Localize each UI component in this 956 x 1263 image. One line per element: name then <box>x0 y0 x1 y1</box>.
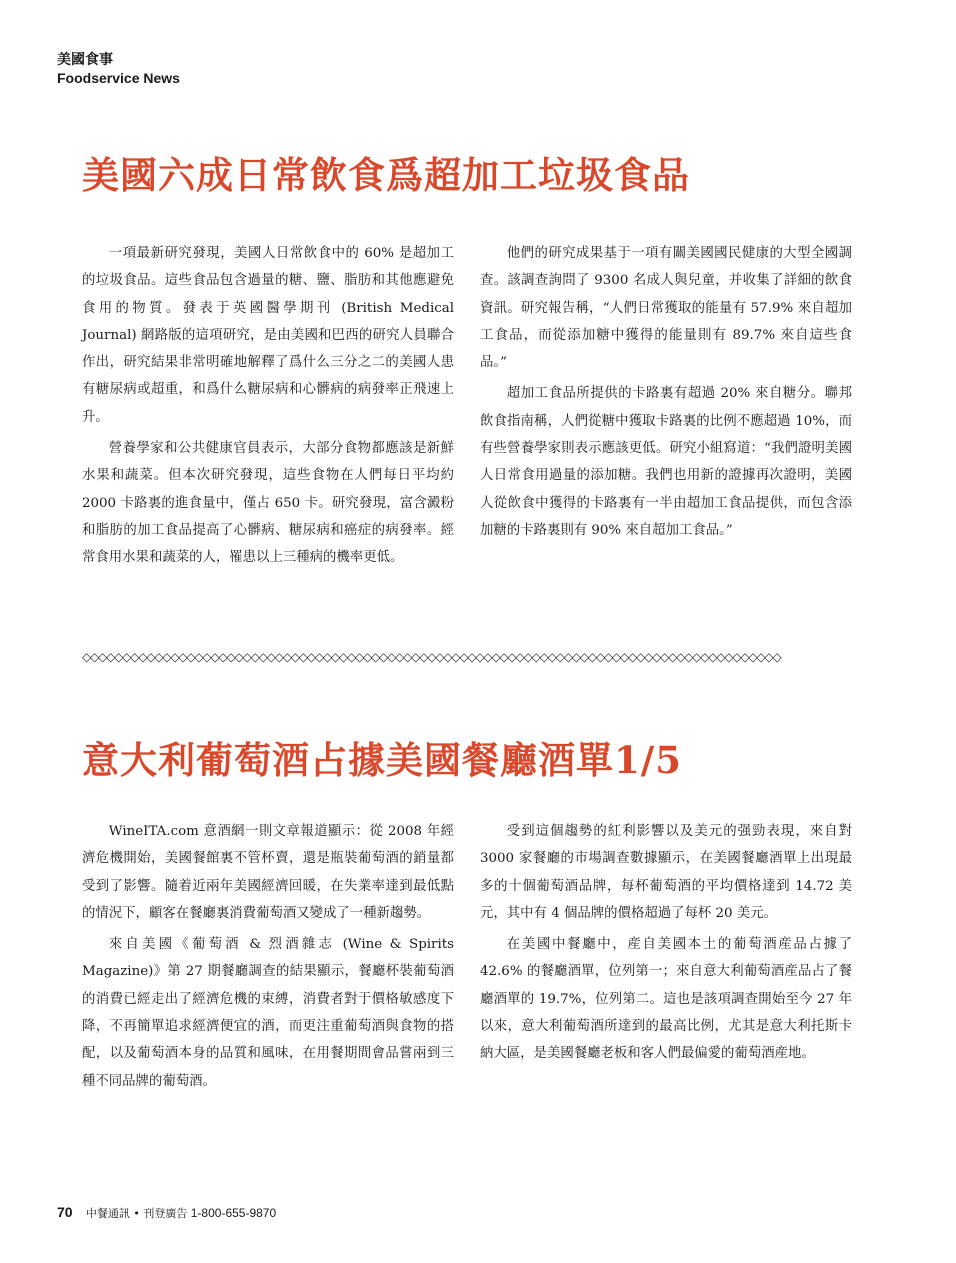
article-2-paragraph: WineITA.com 意酒網一則文章報道顯示：從 2008 年經濟危機開始，美國餐館裏不管杯賣，還是瓶裝葡萄酒的銷量都受到了影響。隨着近兩年美國經濟回暖，在失業率達到最低點的情況下，顧客在餐廳裏消費葡萄酒又變成了一種新趨勢。 <box>82 824 454 921</box>
phone-number: 1-800-655-9870 <box>190 1206 277 1220</box>
section-label-chinese: 美國食事 <box>57 52 113 68</box>
publication-name: 中餐通訊 • 刊登廣告 <box>85 1207 188 1220</box>
article-1-paragraph: 超加工食品所提供的卡路裏有超過 20% 來自糖分。聯邦飲食指南稱，人們從糖中獲取卡路裏的比例不應超過 10%，而有些營養學家則表示應該更低。研究小組寫道：“我們證明美國人日常食用過量的添加糖。我們也用新的證據再次證明，美國人從飲食中獲得的卡路裏有一半由超加工食品提供，而包含添加糖的卡路裏則有 90% 來自超加工食品。” <box>480 386 852 538</box>
section-label-english: Foodservice News <box>57 69 180 86</box>
article-1-right-column <box>480 240 852 548</box>
article-1-paragraph: 營養學家和公共健康官員表示，大部分食物都應該是新鮮水果和蔬菜。但本次研究發現，這些食物在人們每日平均約 2000 卡路裏的進食量中，僅占 650 卡。研究發現，富含澱粉和脂肪的加工食品提高了心髒病、糖尿病和癌症的病發率。經常食用水果和蔬菜的人，罹患以上三種病的機率更低。 <box>82 441 454 566</box>
section-label <box>57 52 180 87</box>
article-2-left-column <box>82 818 454 1099</box>
article-1-left-column <box>82 240 454 576</box>
article-2-paragraph: 來自美國《葡萄酒 & 烈酒雜志 (Wine & Spirits Magazine)》第 27 期餐廳調查的結果顯示，餐廳杯裝葡萄酒的消費已經走出了經濟危機的束縛，消費者對于價格敏感度下降，不再簡單追求經濟便宜的酒，而更注重葡萄酒與食物的搭配，以及葡萄酒本身的品質和風味，在用餐期間會品嘗兩到三種不同品牌的葡萄酒。 <box>82 937 454 1089</box>
diamond-divider: ◇◇◇◇◇◇◇◇◇◇◇◇◇◇◇◇◇◇◇◇◇◇◇◇◇◇◇◇◇◇◇◇◇◇◇◇◇◇◇◇◇◇◇◇◇◇◇◇◇◇◇◇◇◇◇◇◇◇◇◇◇◇◇◇◇◇◇◇◇◇◇◇◇◇◇◇◇◇◇◇◇◇◇◇◇◇◇ <box>82 650 781 664</box>
article-2-right-column <box>480 818 852 1072</box>
article-1-title: 美國六成日常飲食爲超加工垃圾食品 <box>82 153 690 197</box>
article-1-paragraph: 一項最新研究發現，美國人日常飲食中的 60% 是超加工的垃圾食品。這些食品包含過量的糖、鹽、脂肪和其他應避免食用的物質。發表于英國醫學期刊 (British Medical Journal) 網路版的這項研究，是由美國和巴西的研究人員聯合作出，研究結果非常明確地解釋了爲什么三分之二的美國人患有糖尿病或超重，和爲什么糖尿病和心髒病的病發率正飛速上升。 <box>82 246 454 425</box>
article-2-paragraph: 受到這個趨勢的紅利影響以及美元的强勁表現，來自對 3000 家餐廳的市場調查數據顯示，在美國餐廳酒單上出現最多的十個葡萄酒品牌，每杯葡萄酒的平均價格達到 14.72 美元，其中有 4 個品牌的價格超過了每杯 20 美元。 <box>480 824 852 921</box>
article-2-paragraph: 在美國中餐廳中，産自美國本土的葡萄酒産品占據了 42.6% 的餐廳酒單，位列第一；來自意大利葡萄酒産品占了餐廳酒單的 19.7%，位列第二。這也是該項調查開始至今 27 年以來，意大利葡萄酒所達到的最高比例，尤其是意大利托斯卡納大區，是美國餐廳老板和客人們最偏愛的葡萄酒産地。 <box>480 937 852 1062</box>
article-1-paragraph: 他們的研究成果基于一項有關美國國民健康的大型全國調查。該調查詢問了 9300 名成人與兒童，并收集了詳細的飲食資訊。研究報告稱，“人們日常獲取的能量有 57.9% 來自超加工食品，而從添加糖中獲得的能量則有 89.7% 來自這些食品。” <box>480 246 852 371</box>
page-number: 70 <box>57 1204 73 1220</box>
article-2-title: 意大利葡萄酒占據美國餐廳酒單1/5 <box>82 738 683 782</box>
page-footer <box>57 1204 276 1221</box>
